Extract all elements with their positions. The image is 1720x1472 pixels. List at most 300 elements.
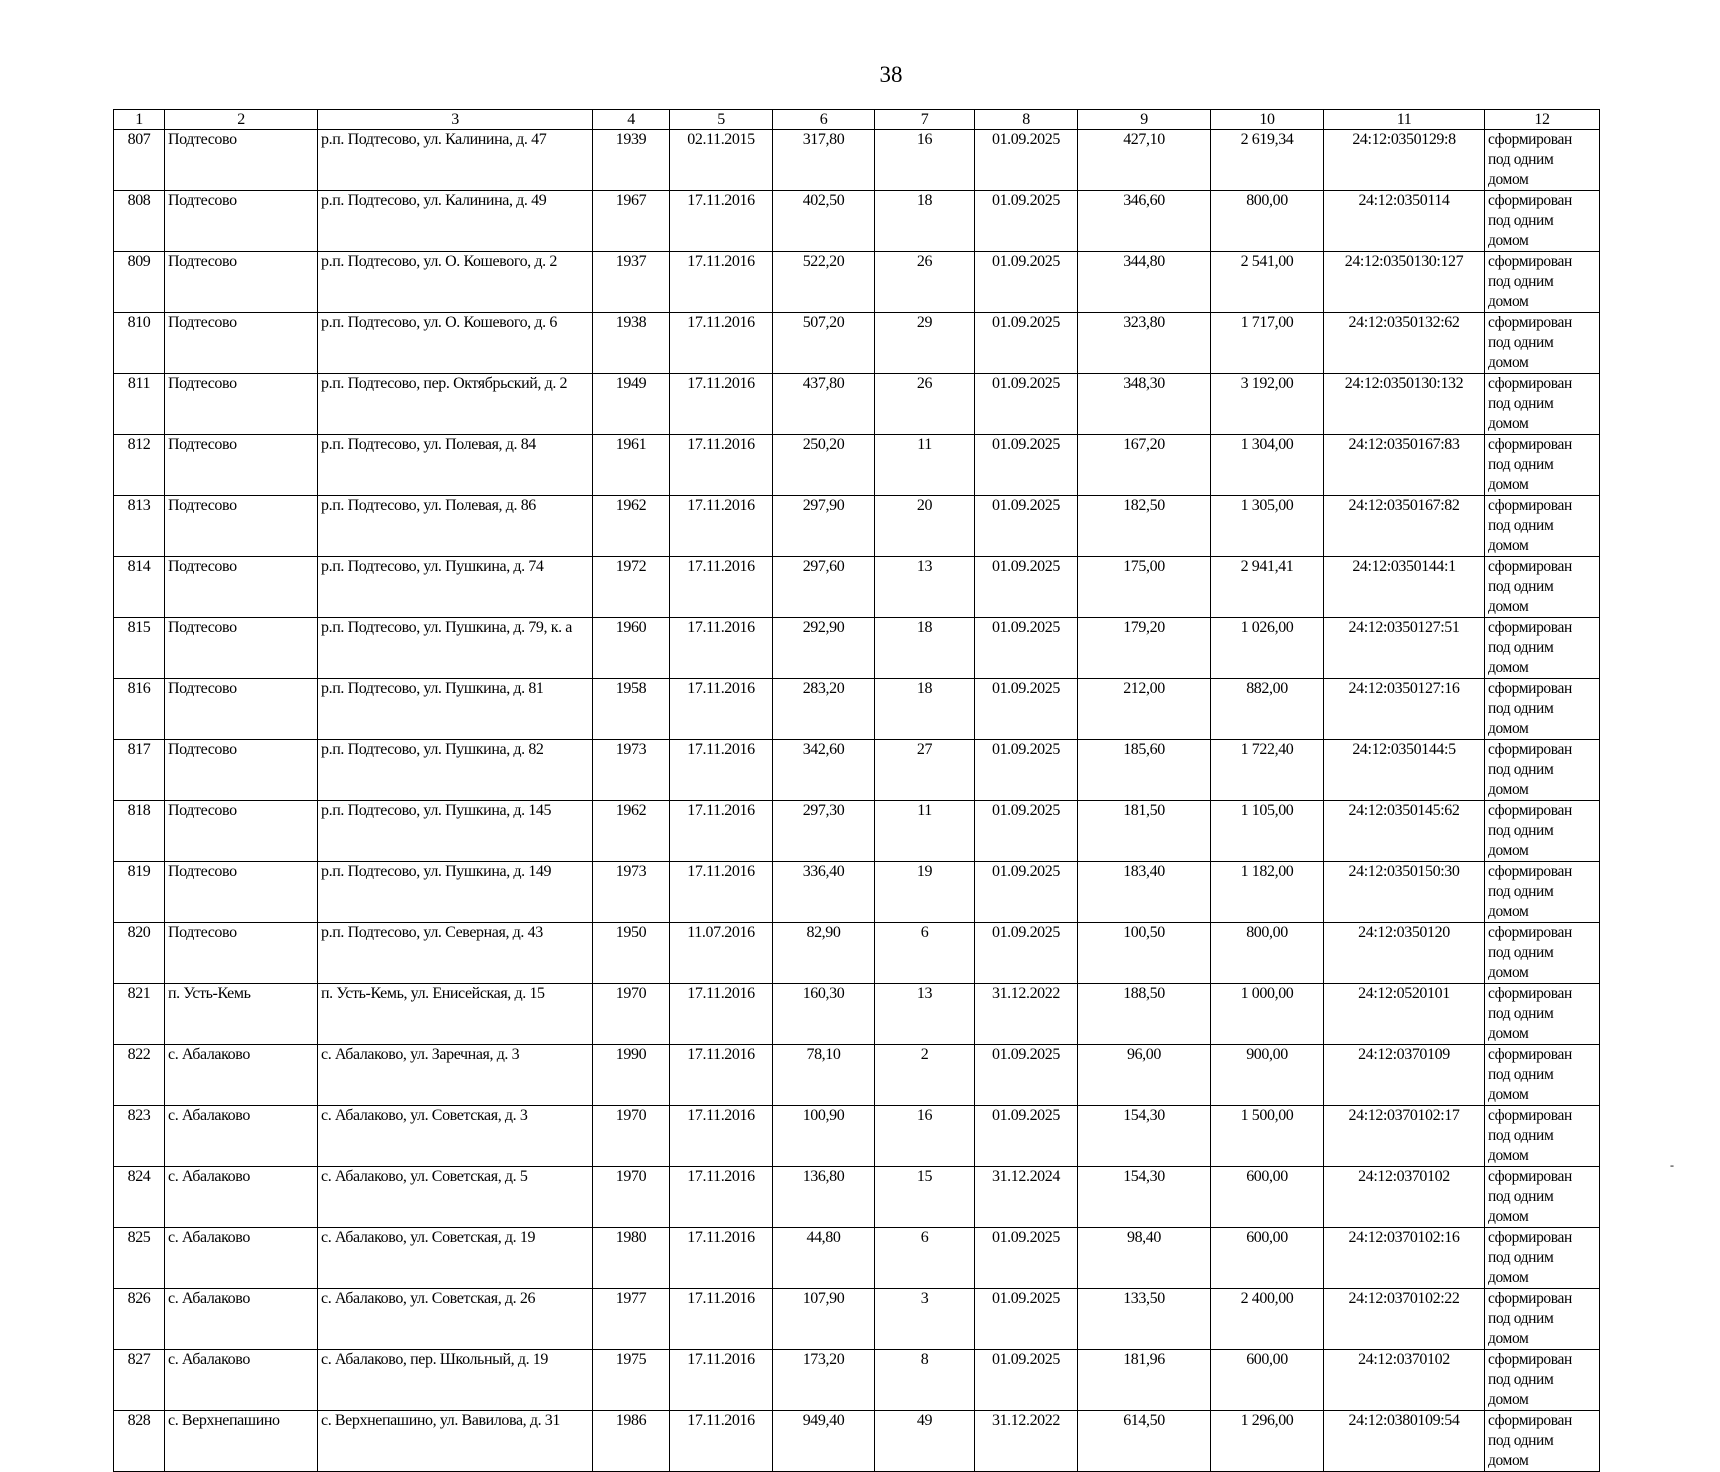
- deadline-cell: 01.09.2025: [975, 496, 1078, 557]
- year-cell: 1960: [593, 618, 670, 679]
- land-area-cell: 1 722,40: [1211, 740, 1324, 801]
- count-cell: 18: [875, 618, 975, 679]
- address-cell: р.п. Подтесово, ул. Калинина, д. 47: [318, 130, 593, 191]
- address-cell: р.п. Подтесово, ул. Полевая, д. 84: [318, 435, 593, 496]
- value-cell: 98,40: [1078, 1228, 1211, 1289]
- settlement-cell: Подтесово: [165, 740, 318, 801]
- settlement-cell: с. Абалаково: [165, 1350, 318, 1411]
- table-row: [114, 923, 1600, 984]
- value-cell: 179,20: [1078, 618, 1211, 679]
- cadastral-number-cell: 24:12:0350127:16: [1324, 679, 1485, 740]
- year-cell: 1970: [593, 1167, 670, 1228]
- status-cell: сформирован под одним домом: [1485, 984, 1600, 1045]
- status-cell: сформирован под одним домом: [1485, 313, 1600, 374]
- value-cell: 100,50: [1078, 923, 1211, 984]
- value-cell: 344,80: [1078, 252, 1211, 313]
- area-cell: 100,90: [773, 1106, 875, 1167]
- land-area-cell: 3 192,00: [1211, 374, 1324, 435]
- status-cell: сформирован под одним домом: [1485, 557, 1600, 618]
- deadline-cell: 31.12.2022: [975, 984, 1078, 1045]
- cadastral-number-cell: 24:12:0350145:62: [1324, 801, 1485, 862]
- cadastral-number-cell: 24:12:0350130:132: [1324, 374, 1485, 435]
- address-cell: р.п. Подтесово, ул. Пушкина, д. 81: [318, 679, 593, 740]
- value-cell: 323,80: [1078, 313, 1211, 374]
- row-number-cell: 825: [114, 1228, 165, 1289]
- settlement-cell: Подтесово: [165, 801, 318, 862]
- count-cell: 29: [875, 313, 975, 374]
- cadastral-number-cell: 24:12:0370102:17: [1324, 1106, 1485, 1167]
- table-row: [114, 1411, 1600, 1472]
- land-area-cell: 1 105,00: [1211, 801, 1324, 862]
- date-cell: 17.11.2016: [670, 1350, 773, 1411]
- column-header-12: 12: [1485, 110, 1600, 130]
- count-cell: 20: [875, 496, 975, 557]
- row-number-cell: 812: [114, 435, 165, 496]
- date-cell: 17.11.2016: [670, 1228, 773, 1289]
- date-cell: 17.11.2016: [670, 1045, 773, 1106]
- status-cell: сформирован под одним домом: [1485, 923, 1600, 984]
- land-area-cell: 2 400,00: [1211, 1289, 1324, 1350]
- settlement-cell: с. Верхнепашино: [165, 1411, 318, 1472]
- value-cell: 188,50: [1078, 984, 1211, 1045]
- land-area-cell: 2 941,41: [1211, 557, 1324, 618]
- deadline-cell: 01.09.2025: [975, 252, 1078, 313]
- status-cell: сформирован под одним домом: [1485, 618, 1600, 679]
- cadastral-number-cell: 24:12:0350167:82: [1324, 496, 1485, 557]
- count-cell: 13: [875, 984, 975, 1045]
- deadline-cell: 01.09.2025: [975, 740, 1078, 801]
- column-number-row: [114, 110, 1600, 130]
- deadline-cell: 01.09.2025: [975, 130, 1078, 191]
- area-cell: 297,30: [773, 801, 875, 862]
- area-cell: 44,80: [773, 1228, 875, 1289]
- area-cell: 507,20: [773, 313, 875, 374]
- deadline-cell: 01.09.2025: [975, 374, 1078, 435]
- address-cell: с. Абалаково, ул. Советская, д. 19: [318, 1228, 593, 1289]
- value-cell: 348,30: [1078, 374, 1211, 435]
- value-cell: 185,60: [1078, 740, 1211, 801]
- value-cell: 614,50: [1078, 1411, 1211, 1472]
- land-area-cell: 1 304,00: [1211, 435, 1324, 496]
- address-cell: с. Верхнепашино, ул. Вавилова, д. 31: [318, 1411, 593, 1472]
- status-cell: сформирован под одним домом: [1485, 435, 1600, 496]
- settlement-cell: Подтесово: [165, 374, 318, 435]
- value-cell: 154,30: [1078, 1106, 1211, 1167]
- table-row: [114, 435, 1600, 496]
- date-cell: 17.11.2016: [670, 1106, 773, 1167]
- year-cell: 1950: [593, 923, 670, 984]
- status-cell: сформирован под одним домом: [1485, 496, 1600, 557]
- status-cell: сформирован под одним домом: [1485, 740, 1600, 801]
- year-cell: 1937: [593, 252, 670, 313]
- settlement-cell: Подтесово: [165, 435, 318, 496]
- deadline-cell: 01.09.2025: [975, 435, 1078, 496]
- year-cell: 1990: [593, 1045, 670, 1106]
- column-header-1: 1: [114, 110, 165, 130]
- row-number-cell: 811: [114, 374, 165, 435]
- address-cell: с. Абалаково, ул. Советская, д. 3: [318, 1106, 593, 1167]
- row-number-cell: 807: [114, 130, 165, 191]
- count-cell: 2: [875, 1045, 975, 1106]
- area-cell: 173,20: [773, 1350, 875, 1411]
- area-cell: 250,20: [773, 435, 875, 496]
- table-row: [114, 252, 1600, 313]
- value-cell: 182,50: [1078, 496, 1211, 557]
- status-cell: сформирован под одним домом: [1485, 191, 1600, 252]
- settlement-cell: Подтесово: [165, 923, 318, 984]
- corner-mark: -: [1670, 1158, 1674, 1172]
- row-number-cell: 821: [114, 984, 165, 1045]
- address-cell: р.п. Подтесово, пер. Октябрьский, д. 2: [318, 374, 593, 435]
- deadline-cell: 01.09.2025: [975, 801, 1078, 862]
- date-cell: 17.11.2016: [670, 191, 773, 252]
- land-area-cell: 1 026,00: [1211, 618, 1324, 679]
- cadastral-number-cell: 24:12:0350150:30: [1324, 862, 1485, 923]
- count-cell: 27: [875, 740, 975, 801]
- land-area-cell: 2 619,34: [1211, 130, 1324, 191]
- table-row: [114, 1350, 1600, 1411]
- settlement-cell: с. Абалаково: [165, 1228, 318, 1289]
- count-cell: 18: [875, 191, 975, 252]
- area-cell: 297,90: [773, 496, 875, 557]
- land-area-cell: 1 500,00: [1211, 1106, 1324, 1167]
- area-cell: 283,20: [773, 679, 875, 740]
- column-header-4: 4: [593, 110, 670, 130]
- row-number-cell: 828: [114, 1411, 165, 1472]
- land-area-cell: 800,00: [1211, 191, 1324, 252]
- year-cell: 1949: [593, 374, 670, 435]
- address-cell: р.п. Подтесово, ул. Пушкина, д. 149: [318, 862, 593, 923]
- row-number-cell: 813: [114, 496, 165, 557]
- row-number-cell: 815: [114, 618, 165, 679]
- table-row: [114, 1106, 1600, 1167]
- deadline-cell: 31.12.2022: [975, 1411, 1078, 1472]
- land-area-cell: 1 182,00: [1211, 862, 1324, 923]
- year-cell: 1967: [593, 191, 670, 252]
- address-cell: р.п. Подтесово, ул. Полевая, д. 86: [318, 496, 593, 557]
- address-cell: р.п. Подтесово, ул. О. Кошевого, д. 6: [318, 313, 593, 374]
- row-number-cell: 822: [114, 1045, 165, 1106]
- count-cell: 6: [875, 923, 975, 984]
- deadline-cell: 01.09.2025: [975, 1350, 1078, 1411]
- value-cell: 154,30: [1078, 1167, 1211, 1228]
- date-cell: 17.11.2016: [670, 557, 773, 618]
- status-cell: сформирован под одним домом: [1485, 252, 1600, 313]
- year-cell: 1980: [593, 1228, 670, 1289]
- land-area-cell: 1 000,00: [1211, 984, 1324, 1045]
- area-cell: 402,50: [773, 191, 875, 252]
- address-cell: р.п. Подтесово, ул. Калинина, д. 49: [318, 191, 593, 252]
- settlement-cell: с. Абалаково: [165, 1167, 318, 1228]
- date-cell: 17.11.2016: [670, 1167, 773, 1228]
- column-header-3: 3: [318, 110, 593, 130]
- land-area-cell: 2 541,00: [1211, 252, 1324, 313]
- address-cell: р.п. Подтесово, ул. О. Кошевого, д. 2: [318, 252, 593, 313]
- status-cell: сформирован под одним домом: [1485, 862, 1600, 923]
- count-cell: 19: [875, 862, 975, 923]
- year-cell: 1958: [593, 679, 670, 740]
- table-row: [114, 1167, 1600, 1228]
- address-cell: с. Абалаково, пер. Школьный, д. 19: [318, 1350, 593, 1411]
- year-cell: 1970: [593, 1106, 670, 1167]
- date-cell: 17.11.2016: [670, 618, 773, 679]
- address-cell: с. Абалаково, ул. Заречная, д. 3: [318, 1045, 593, 1106]
- cadastral-number-cell: 24:12:0350167:83: [1324, 435, 1485, 496]
- deadline-cell: 01.09.2025: [975, 618, 1078, 679]
- year-cell: 1986: [593, 1411, 670, 1472]
- column-header-2: 2: [165, 110, 318, 130]
- count-cell: 6: [875, 1228, 975, 1289]
- land-area-cell: 800,00: [1211, 923, 1324, 984]
- settlement-cell: с. Абалаково: [165, 1045, 318, 1106]
- address-cell: р.п. Подтесово, ул. Пушкина, д. 74: [318, 557, 593, 618]
- status-cell: сформирован под одним домом: [1485, 801, 1600, 862]
- row-number-cell: 820: [114, 923, 165, 984]
- date-cell: 11.07.2016: [670, 923, 773, 984]
- row-number-cell: 827: [114, 1350, 165, 1411]
- land-area-cell: 1 717,00: [1211, 313, 1324, 374]
- deadline-cell: 01.09.2025: [975, 313, 1078, 374]
- settlement-cell: Подтесово: [165, 618, 318, 679]
- land-area-cell: 600,00: [1211, 1228, 1324, 1289]
- count-cell: 18: [875, 679, 975, 740]
- status-cell: сформирован под одним домом: [1485, 1167, 1600, 1228]
- status-cell: сформирован под одним домом: [1485, 1289, 1600, 1350]
- address-cell: р.п. Подтесово, ул. Пушкина, д. 79, к. а: [318, 618, 593, 679]
- year-cell: 1961: [593, 435, 670, 496]
- status-cell: сформирован под одним домом: [1485, 1411, 1600, 1472]
- table-row: [114, 740, 1600, 801]
- table-row: [114, 557, 1600, 618]
- table-row: [114, 984, 1600, 1045]
- area-cell: 160,30: [773, 984, 875, 1045]
- date-cell: 17.11.2016: [670, 801, 773, 862]
- row-number-cell: 814: [114, 557, 165, 618]
- count-cell: 11: [875, 435, 975, 496]
- cadastral-number-cell: 24:12:0350132:62: [1324, 313, 1485, 374]
- table-row: [114, 801, 1600, 862]
- land-area-cell: 600,00: [1211, 1167, 1324, 1228]
- cadastral-number-cell: 24:12:0370109: [1324, 1045, 1485, 1106]
- settlement-cell: Подтесово: [165, 496, 318, 557]
- table-row: [114, 1045, 1600, 1106]
- row-number-cell: 809: [114, 252, 165, 313]
- deadline-cell: 01.09.2025: [975, 191, 1078, 252]
- cadastral-number-cell: 24:12:0370102: [1324, 1167, 1485, 1228]
- count-cell: 26: [875, 374, 975, 435]
- date-cell: 17.11.2016: [670, 1411, 773, 1472]
- date-cell: 17.11.2016: [670, 313, 773, 374]
- status-cell: сформирован под одним домом: [1485, 679, 1600, 740]
- deadline-cell: 31.12.2024: [975, 1167, 1078, 1228]
- status-cell: сформирован под одним домом: [1485, 1106, 1600, 1167]
- row-number-cell: 818: [114, 801, 165, 862]
- deadline-cell: 01.09.2025: [975, 862, 1078, 923]
- cadastral-number-cell: 24:12:0370102:16: [1324, 1228, 1485, 1289]
- table-row: [114, 618, 1600, 679]
- page-number: 38: [879, 62, 903, 87]
- year-cell: 1972: [593, 557, 670, 618]
- column-header-10: 10: [1211, 110, 1324, 130]
- area-cell: 342,60: [773, 740, 875, 801]
- table-row: [114, 191, 1600, 252]
- count-cell: 26: [875, 252, 975, 313]
- area-cell: 336,40: [773, 862, 875, 923]
- row-number-cell: 817: [114, 740, 165, 801]
- settlement-cell: с. Абалаково: [165, 1106, 318, 1167]
- area-cell: 78,10: [773, 1045, 875, 1106]
- value-cell: 181,96: [1078, 1350, 1211, 1411]
- table-row: [114, 496, 1600, 557]
- deadline-cell: 01.09.2025: [975, 679, 1078, 740]
- date-cell: 17.11.2016: [670, 740, 773, 801]
- cadastral-number-cell: 24:12:0350120: [1324, 923, 1485, 984]
- area-cell: 317,80: [773, 130, 875, 191]
- address-cell: с. Абалаково, ул. Советская, д. 26: [318, 1289, 593, 1350]
- value-cell: 427,10: [1078, 130, 1211, 191]
- column-header-9: 9: [1078, 110, 1211, 130]
- cadastral-number-cell: 24:12:0350129:8: [1324, 130, 1485, 191]
- count-cell: 16: [875, 1106, 975, 1167]
- deadline-cell: 01.09.2025: [975, 1228, 1078, 1289]
- settlement-cell: Подтесово: [165, 313, 318, 374]
- cadastral-number-cell: 24:12:0370102: [1324, 1350, 1485, 1411]
- value-cell: 212,00: [1078, 679, 1211, 740]
- value-cell: 167,20: [1078, 435, 1211, 496]
- land-area-cell: 1 296,00: [1211, 1411, 1324, 1472]
- year-cell: 1962: [593, 496, 670, 557]
- column-header-5: 5: [670, 110, 773, 130]
- area-cell: 292,90: [773, 618, 875, 679]
- status-cell: сформирован под одним домом: [1485, 130, 1600, 191]
- table-row: [114, 862, 1600, 923]
- year-cell: 1939: [593, 130, 670, 191]
- value-cell: 133,50: [1078, 1289, 1211, 1350]
- year-cell: 1938: [593, 313, 670, 374]
- land-area-cell: 900,00: [1211, 1045, 1324, 1106]
- cadastral-number-cell: 24:12:0350144:1: [1324, 557, 1485, 618]
- date-cell: 17.11.2016: [670, 435, 773, 496]
- table-row: [114, 679, 1600, 740]
- count-cell: 49: [875, 1411, 975, 1472]
- date-cell: 17.11.2016: [670, 984, 773, 1045]
- deadline-cell: 01.09.2025: [975, 557, 1078, 618]
- settlement-cell: Подтесово: [165, 191, 318, 252]
- date-cell: 17.11.2016: [670, 496, 773, 557]
- settlement-cell: Подтесово: [165, 557, 318, 618]
- table-body: [114, 130, 1600, 1472]
- cadastral-number-cell: 24:12:0350144:5: [1324, 740, 1485, 801]
- row-number-cell: 823: [114, 1106, 165, 1167]
- row-number-cell: 816: [114, 679, 165, 740]
- deadline-cell: 01.09.2025: [975, 1106, 1078, 1167]
- value-cell: 183,40: [1078, 862, 1211, 923]
- cadastral-number-cell: 24:12:0520101: [1324, 984, 1485, 1045]
- count-cell: 11: [875, 801, 975, 862]
- land-area-cell: 882,00: [1211, 679, 1324, 740]
- value-cell: 346,60: [1078, 191, 1211, 252]
- table-row: [114, 1289, 1600, 1350]
- year-cell: 1973: [593, 862, 670, 923]
- value-cell: 96,00: [1078, 1045, 1211, 1106]
- count-cell: 13: [875, 557, 975, 618]
- area-cell: 949,40: [773, 1411, 875, 1472]
- cadastral-number-cell: 24:12:0380109:54: [1324, 1411, 1485, 1472]
- count-cell: 8: [875, 1350, 975, 1411]
- column-header-11: 11: [1324, 110, 1485, 130]
- land-area-cell: 600,00: [1211, 1350, 1324, 1411]
- cadastral-number-cell: 24:12:0350127:51: [1324, 618, 1485, 679]
- address-cell: п. Усть-Кемь, ул. Енисейская, д. 15: [318, 984, 593, 1045]
- address-cell: с. Абалаково, ул. Советская, д. 5: [318, 1167, 593, 1228]
- settlement-cell: Подтесово: [165, 679, 318, 740]
- status-cell: сформирован под одним домом: [1485, 374, 1600, 435]
- status-cell: сформирован под одним домом: [1485, 1350, 1600, 1411]
- area-cell: 107,90: [773, 1289, 875, 1350]
- area-cell: 136,80: [773, 1167, 875, 1228]
- year-cell: 1977: [593, 1289, 670, 1350]
- row-number-cell: 808: [114, 191, 165, 252]
- area-cell: 437,80: [773, 374, 875, 435]
- area-cell: 522,20: [773, 252, 875, 313]
- value-cell: 181,50: [1078, 801, 1211, 862]
- address-cell: р.п. Подтесово, ул. Северная, д. 43: [318, 923, 593, 984]
- column-header-6: 6: [773, 110, 875, 130]
- row-number-cell: 810: [114, 313, 165, 374]
- settlement-cell: Подтесово: [165, 862, 318, 923]
- cadastral-number-cell: 24:12:0370102:22: [1324, 1289, 1485, 1350]
- row-number-cell: 824: [114, 1167, 165, 1228]
- table-row: [114, 313, 1600, 374]
- year-cell: 1962: [593, 801, 670, 862]
- settlement-cell: Подтесово: [165, 130, 318, 191]
- date-cell: 17.11.2016: [670, 862, 773, 923]
- area-cell: 82,90: [773, 923, 875, 984]
- date-cell: 17.11.2016: [670, 1289, 773, 1350]
- status-cell: сформирован под одним домом: [1485, 1045, 1600, 1106]
- count-cell: 3: [875, 1289, 975, 1350]
- value-cell: 175,00: [1078, 557, 1211, 618]
- count-cell: 15: [875, 1167, 975, 1228]
- table-row: [114, 374, 1600, 435]
- address-cell: р.п. Подтесово, ул. Пушкина, д. 145: [318, 801, 593, 862]
- column-header-8: 8: [975, 110, 1078, 130]
- area-cell: 297,60: [773, 557, 875, 618]
- date-cell: 02.11.2015: [670, 130, 773, 191]
- row-number-cell: 826: [114, 1289, 165, 1350]
- settlement-cell: с. Абалаково: [165, 1289, 318, 1350]
- land-area-cell: 1 305,00: [1211, 496, 1324, 557]
- deadline-cell: 01.09.2025: [975, 1045, 1078, 1106]
- deadline-cell: 01.09.2025: [975, 923, 1078, 984]
- row-number-cell: 819: [114, 862, 165, 923]
- status-cell: сформирован под одним домом: [1485, 1228, 1600, 1289]
- address-cell: р.п. Подтесово, ул. Пушкина, д. 82: [318, 740, 593, 801]
- housing-register-table: [113, 109, 1600, 1472]
- date-cell: 17.11.2016: [670, 252, 773, 313]
- cadastral-number-cell: 24:12:0350114: [1324, 191, 1485, 252]
- year-cell: 1973: [593, 740, 670, 801]
- table-row: [114, 130, 1600, 191]
- column-header-7: 7: [875, 110, 975, 130]
- count-cell: 16: [875, 130, 975, 191]
- settlement-cell: Подтесово: [165, 252, 318, 313]
- date-cell: 17.11.2016: [670, 374, 773, 435]
- deadline-cell: 01.09.2025: [975, 1289, 1078, 1350]
- year-cell: 1975: [593, 1350, 670, 1411]
- settlement-cell: п. Усть-Кемь: [165, 984, 318, 1045]
- year-cell: 1970: [593, 984, 670, 1045]
